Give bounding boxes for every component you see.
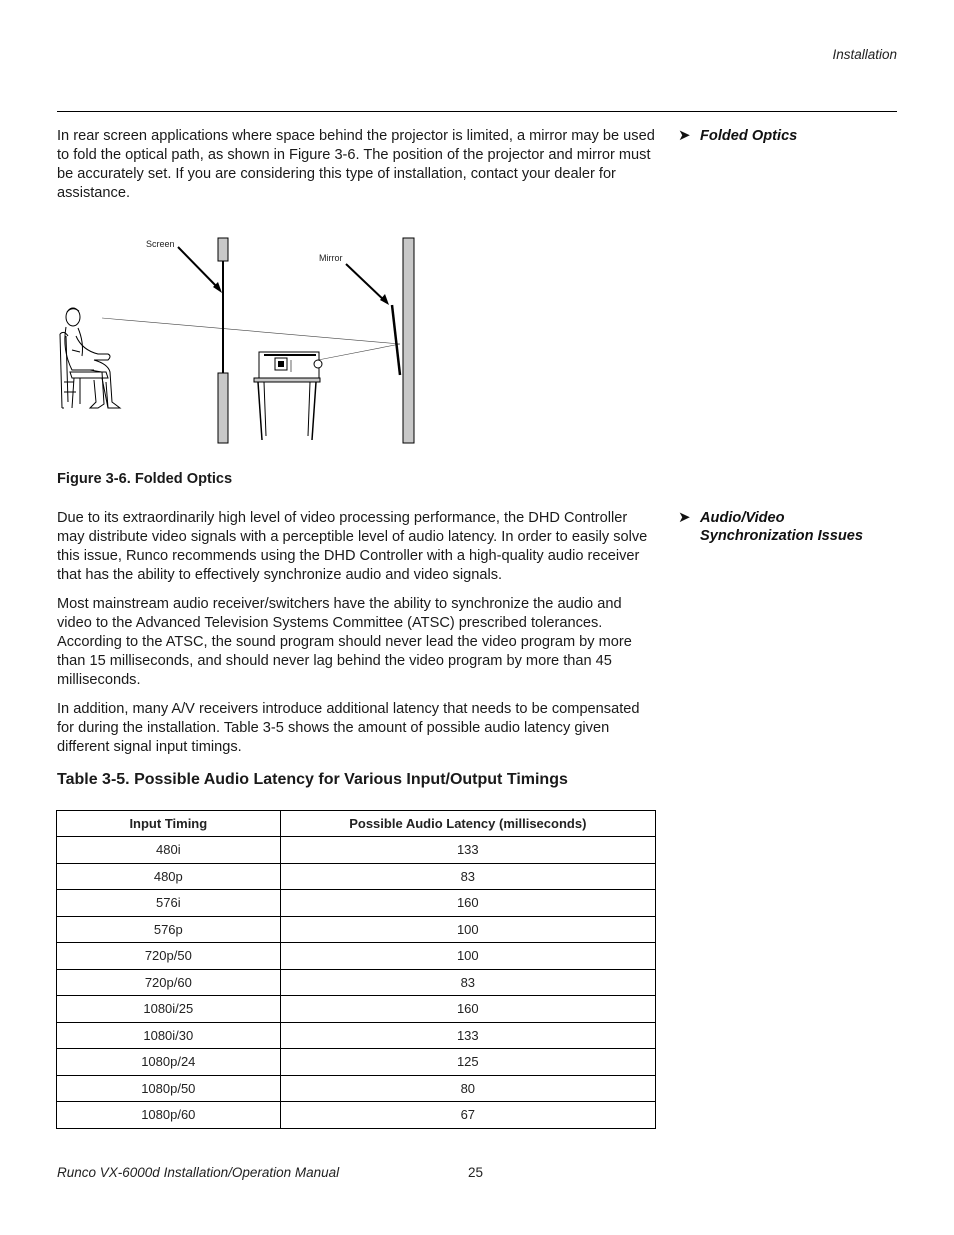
- paragraph: In rear screen applications where space behind the projector is limited, a mirror may be used to fold the optical path, as shown in Figure 3-6. The position of the projector and mirror must be accurately set. If you are considering this type of installation, contact your dealer for assistance.: [57, 128, 655, 201]
- side-heading-line1: Audio/Video: [700, 510, 785, 526]
- table-row: [57, 943, 656, 970]
- cell-input-timing: 480p: [57, 863, 281, 890]
- arrow-left-icon: ➤: [678, 509, 691, 526]
- audio-latency-table: [56, 810, 656, 1129]
- table-row: [57, 996, 656, 1023]
- paragraph: Most mainstream audio receiver/switchers have the ability to synchronize the audio and video to the Advanced Television Systems Committee (ATSC) prescribed tolerances. According to the ATSC, the sound program should never lead the video program by more than 15 milliseconds, and should never lag behind the video program by more than 45 milliseconds.: [57, 596, 632, 688]
- cell-input-timing: 720p/50: [57, 943, 281, 970]
- pointer-mirror: [346, 264, 386, 302]
- footer-manual-title: Runco VX-6000d Installation/Operation Manual: [57, 1165, 340, 1180]
- cell-latency: 100: [280, 943, 655, 970]
- cell-latency: 83: [280, 863, 655, 890]
- label-screen: Screen: [146, 239, 175, 249]
- table-row: [57, 1049, 656, 1076]
- table-row: [57, 916, 656, 943]
- cell-input-timing: 576p: [57, 916, 281, 943]
- paragraph: In addition, many A/V receivers introduce additional latency that needs to be compensated for during the installation. Table 3-5 shows the amount of possible audio latency given different signal input timings.: [57, 701, 640, 755]
- pointer-screen: [178, 247, 220, 290]
- cell-latency: 83: [280, 969, 655, 996]
- projector: [259, 352, 322, 378]
- folded-optics-text: [57, 127, 657, 213]
- mirror: [392, 305, 400, 375]
- table-row: [57, 1075, 656, 1102]
- running-header: Installation: [832, 47, 897, 62]
- cell-latency: 80: [280, 1075, 655, 1102]
- table-row: [57, 1102, 656, 1129]
- cell-latency: 160: [280, 890, 655, 917]
- cell-input-timing: 1080p/24: [57, 1049, 281, 1076]
- figure-caption: Figure 3-6. Folded Optics: [57, 471, 233, 487]
- header-rule: [57, 111, 897, 112]
- header-audio-latency: Possible Audio Latency (milliseconds): [280, 811, 655, 837]
- light-path-viewer: [102, 318, 400, 344]
- av-sync-text: [57, 509, 657, 767]
- seated-viewer: [60, 308, 120, 408]
- cell-input-timing: 1080p/60: [57, 1102, 281, 1129]
- cell-latency: 133: [280, 837, 655, 864]
- label-mirror: Mirror: [319, 253, 343, 263]
- table-row: [57, 1022, 656, 1049]
- screen-panel-bottom: [218, 373, 228, 443]
- wall: [403, 238, 414, 443]
- cell-latency: 133: [280, 1022, 655, 1049]
- header-input-timing: Input Timing: [57, 811, 281, 837]
- page-number: 25: [468, 1165, 484, 1180]
- cell-input-timing: 1080i/30: [57, 1022, 281, 1049]
- table-row: [57, 837, 656, 864]
- cell-latency: 67: [280, 1102, 655, 1129]
- cell-latency: 100: [280, 916, 655, 943]
- folded-optics-diagram: [50, 232, 430, 448]
- side-heading-folded-optics: [678, 127, 908, 145]
- cell-input-timing: 1080i/25: [57, 996, 281, 1023]
- pointer-mirror-head: [380, 294, 389, 305]
- light-path-projector: [318, 344, 400, 360]
- cell-input-timing: 1080p/50: [57, 1075, 281, 1102]
- table-row: [57, 863, 656, 890]
- table: [254, 378, 320, 440]
- paragraph: Due to its extraordinarily high level of video processing performance, the DHD Controller may distribute video signals with a perceptible level of audio latency. In order to easily solve this issue, Runco recommends using the DHD Controller with a high-quality audio receiver that has the ability to effectively synchronize audio and video signals.: [57, 510, 648, 583]
- table-header-row: [57, 811, 656, 837]
- table-row: [57, 890, 656, 917]
- side-heading-text: Folded Optics: [700, 128, 798, 144]
- table-row: [57, 969, 656, 996]
- side-heading-av-sync: [678, 509, 908, 545]
- table-title: Table 3-5. Possible Audio Latency for Various Input/Output Timings: [57, 771, 568, 788]
- arrow-left-icon: ➤: [678, 127, 691, 144]
- side-heading-line2: Synchronization Issues: [700, 528, 864, 544]
- cell-latency: 160: [280, 996, 655, 1023]
- screen-panel-top: [218, 238, 228, 261]
- cell-latency: 125: [280, 1049, 655, 1076]
- cell-input-timing: 720p/60: [57, 969, 281, 996]
- cell-input-timing: 480i: [57, 837, 281, 864]
- cell-input-timing: 576i: [57, 890, 281, 917]
